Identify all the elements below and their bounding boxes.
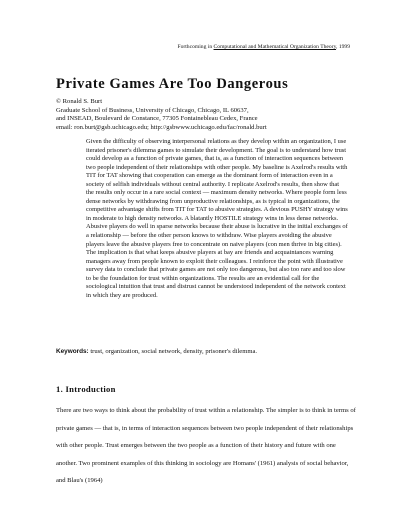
keywords-text: trust, organization, social network, density, prisoner's dilemma.	[88, 348, 258, 355]
forthcoming-prefix: Forthcoming in	[177, 44, 213, 50]
section-title: 1. Introduction	[56, 384, 116, 394]
abstract: Given the difficulty of observing interpersonal relations as they develop within an organization, I use iterated prisoner's dilemma games to simulate their development. The goal is to understand how trust could develop as a function of private games, that is, as a function of interaction sequences between two people independent of their relationships with other people. My baseline is Axelrod's results with TIT for TAT showing that cooperation can emerge as the dominant form of interaction even in a society of selfish individuals without central authority. I replicate Axelrod's results, then show that the results only occur in a rare social context — maximum density networks. Where people form less dense networks by withdrawing from unproductive relationships, as is typical in organizations, the competitive advantage shifts from TIT for TAT to abusive strategies. A devious PUSHY strategy wins in moderate to high density networks. A blatantly HOSTILE strategy wins in less dense networks. Abusive players do well in sparse networks because their abuse is lucrative in the initial exchanges of a relationship — before the other person knows to withdraw. Wise players avoiding the abusive players leave the abusive players free to concentrate on naive players (con men thrive in big cities). The implication is that what keeps abusive players at bay are friends and acquaintances warning managers away from people known to exploit their colleagues. I reinforce the point with illustrative survey data to conclude that private games are not only too dangerous, but also too rare and too slow to be the foundation for trust within organizations. The results are an evidential call for the sociological intuition that trust and distrust cannot be understood independent of the network context in which they are produced.	[86, 138, 348, 299]
author-contact: email: ron.burt@gsb.uchicago.edu; http://gsbwww.uchicago.edu/fac/ronald.burt	[56, 123, 267, 131]
author-name: © Ronald S. Burt	[56, 98, 103, 105]
introduction-text: There are two ways to think about the probability of trust within a relationship. The simpler is to think in terms of private games — that is, in terms of interaction sequences between two people independent of their relationships with other people. Trust emerges between the two people as a function of their history and future with one another. Two prominent examples of this thinking in sociology are Homans' (1961) analysis of social behavior, and Blau's (1964)	[56, 407, 356, 485]
forthcoming-note	[0, 44, 350, 50]
keywords	[56, 348, 356, 355]
author-block	[56, 98, 356, 132]
publication-year: , 1999	[336, 44, 350, 50]
author-affiliation-2: and INSEAD, Boulevard de Constance, 77305 Fontainebleau Cedex, France	[56, 115, 258, 123]
author-affiliation-1: Graduate School of Business, University of Chicago, Chicago, IL 60637,	[56, 106, 249, 114]
paper-title: Private Games Are Too Dangerous	[56, 76, 289, 92]
journal-name: Computational and Mathematical Organization Theory	[213, 44, 337, 50]
keywords-label: Keywords:	[56, 348, 89, 355]
